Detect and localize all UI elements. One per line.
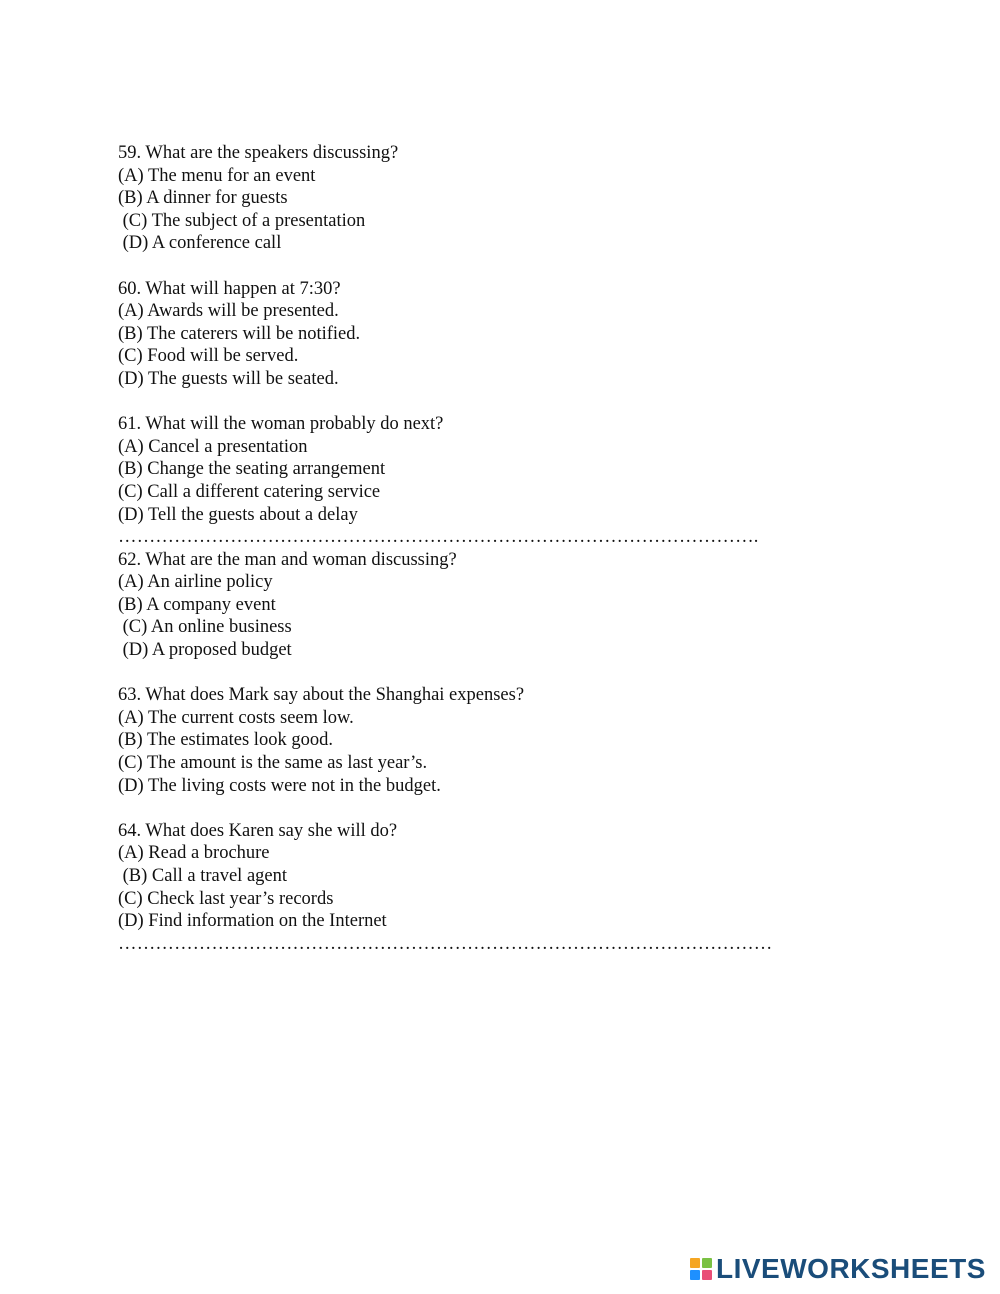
question-block-59: [118, 142, 878, 255]
answer-option: (A) An airline policy: [118, 572, 273, 593]
answer-option: (A) The current costs seem low.: [118, 707, 354, 728]
question-block-63: [118, 684, 878, 797]
logo-block: [702, 1258, 712, 1268]
answer-option: (B) A company event: [118, 594, 276, 615]
question-block-62: [118, 549, 878, 662]
answer-option: (D) Tell the guests about a delay: [118, 504, 358, 525]
answer-option: (B) Call a travel agent: [118, 866, 288, 886]
answer-option: (B) The caterers will be notified.: [118, 323, 361, 344]
dotted-separator: ………………………………………………………………………………………….: [118, 527, 759, 548]
question-block-64: [118, 820, 878, 933]
answer-option: (C) The subject of a presentation: [118, 210, 366, 231]
question-block-61: [118, 413, 878, 526]
answer-option: (B) Change the seating arrangement: [118, 459, 386, 480]
answer-option: (C) An online business: [118, 617, 292, 638]
question-text: 61. What will the woman probably do next?: [118, 414, 444, 435]
answer-option: (A) Awards will be presented.: [118, 301, 339, 322]
logo-blocks-icon: [690, 1258, 712, 1280]
answer-option: (A) Read a brochure: [118, 843, 270, 864]
answer-option: (A) Cancel a presentation: [118, 436, 308, 457]
logo-block: [702, 1270, 712, 1280]
question-text: 62. What are the man and woman discussing?: [118, 549, 457, 570]
question-text: 63. What does Mark say about the Shanghai expenses?: [118, 685, 525, 706]
answer-option: (B) A dinner for guests: [118, 188, 288, 209]
logo-block: [690, 1270, 700, 1280]
question-text: 59. What are the speakers discussing?: [118, 143, 399, 163]
question-text: 60. What will happen at 7:30?: [118, 278, 341, 299]
answer-option: (D) The living costs were not in the budget.: [118, 775, 441, 796]
question-block-60: [118, 278, 878, 391]
answer-option: (C) The amount is the same as last year’s.: [118, 753, 428, 774]
worksheet-content: [118, 142, 878, 955]
logo-block: [690, 1258, 700, 1268]
liveworksheets-logo: [690, 1254, 986, 1284]
answer-option: (B) The estimates look good.: [118, 730, 333, 751]
logo-text: LIVEWORKSHEETS: [716, 1253, 986, 1284]
answer-option: (D) Find information on the Internet: [118, 911, 387, 932]
answer-option: (C) Call a different catering service: [118, 481, 381, 502]
answer-option: (A) The menu for an event: [118, 165, 316, 186]
answer-option: (C) Check last year’s records: [118, 888, 334, 909]
answer-option: (D) A conference call: [118, 233, 282, 254]
question-text: 64. What does Karen say she will do?: [118, 820, 398, 841]
answer-option: (C) Food will be served.: [118, 346, 299, 367]
answer-option: (D) The guests will be seated.: [118, 368, 339, 389]
dotted-separator: ……………………………………………………………………………………………: [118, 933, 773, 954]
answer-option: (D) A proposed budget: [118, 640, 292, 661]
